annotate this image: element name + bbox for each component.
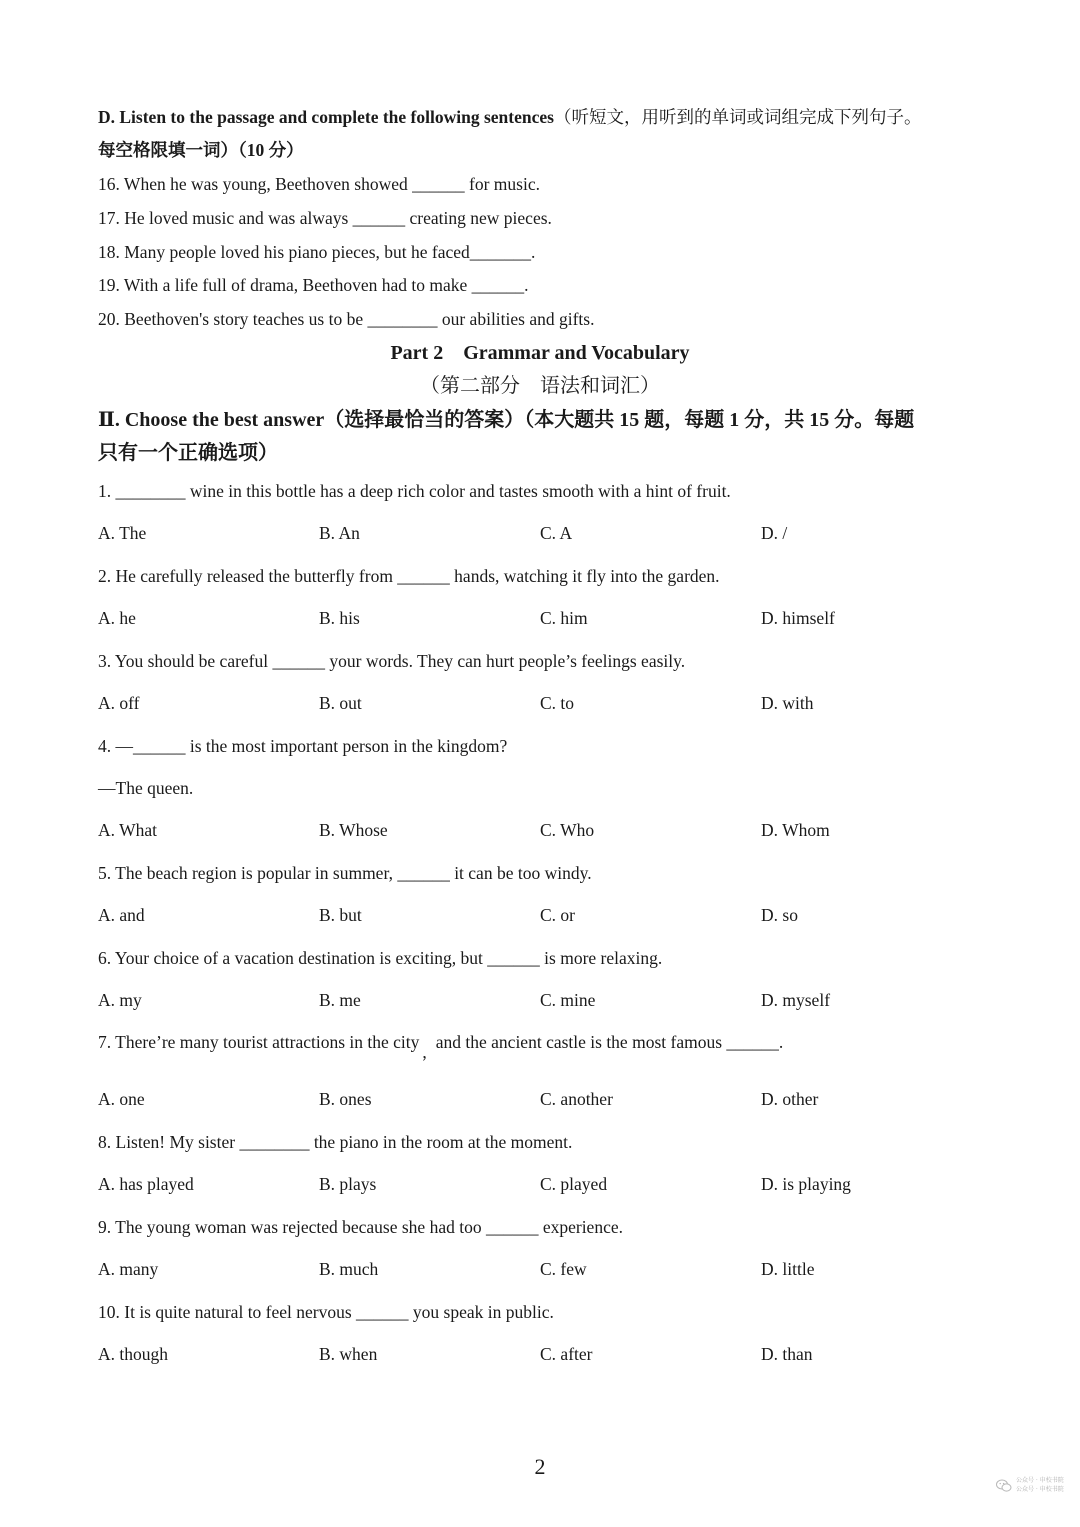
question-6-option-c[interactable]: C. mine	[540, 990, 596, 1010]
question-4-stem: 4. —______ is the most important person in the kingdom?	[98, 736, 508, 756]
wechat-icon	[996, 1479, 1012, 1493]
question-3-option-d[interactable]: D. with	[761, 693, 814, 713]
question-3-option-c[interactable]: C. to	[540, 693, 575, 713]
question-6-stem: 6. Your choice of a vacation destination is exciting, but ______ is more relaxing.	[98, 948, 663, 968]
question-5-options	[98, 903, 982, 927]
question-7-option-a[interactable]: A. one	[98, 1089, 145, 1109]
question-9-stem: 9. The young woman was rejected because she had too ______ experience.	[98, 1217, 623, 1237]
question-2-option-c[interactable]: C. him	[540, 608, 588, 628]
listening-item-20: 20. Beethoven's story teaches us to be ________ our abilities and gifts.	[98, 309, 595, 329]
part2-subtitle: （第二部分 语法和词汇）	[420, 375, 660, 397]
question-3-stem: 3. You should be careful ______ your words. They can hurt people’s feelings easily.	[98, 651, 686, 671]
question-1-option-d[interactable]: D. /	[761, 523, 788, 543]
question-9-option-b[interactable]: B. much	[319, 1259, 379, 1279]
question-10-option-c[interactable]: C. after	[540, 1344, 593, 1364]
question-9-option-d[interactable]: D. little	[761, 1259, 815, 1279]
listening-item-18: 18. Many people loved his piano pieces, but he faced_______.	[98, 242, 536, 262]
question-5-option-c[interactable]: C. or	[540, 905, 575, 925]
section-ii-heading-line1: Ⅱ. Choose the best answer（选择最恰当的答案）（本大题共 15 题，每题 1 分，共 15 分。每题	[98, 409, 915, 431]
question-6-option-a[interactable]: A. my	[98, 990, 142, 1010]
question-7-stem-part1: 7. There’re many tourist attractions in the city	[98, 1032, 420, 1052]
watermark	[996, 1475, 1072, 1499]
question-4-option-a[interactable]: A. What	[98, 820, 157, 840]
question-5-option-a[interactable]: A. and	[98, 905, 145, 925]
listening-item-16: 16. When he was young, Beethoven showed ______ for music.	[98, 174, 540, 194]
question-1-stem: 1. ________ wine in this bottle has a deep rich color and tastes smooth with a hint of fruit.	[98, 481, 731, 501]
question-6-options	[98, 988, 982, 1012]
question-7-option-c[interactable]: C. another	[540, 1089, 613, 1109]
section-d-heading-cn2: 每空格限填一词）（10 分）	[98, 140, 304, 160]
question-4-option-d[interactable]: D. Whom	[761, 820, 830, 840]
question-7-option-b[interactable]: B. ones	[319, 1089, 372, 1109]
question-2-option-a[interactable]: A. he	[98, 608, 136, 628]
section-ii-heading-line2: 只有一个正确选项）	[98, 442, 278, 464]
question-9-option-a[interactable]: A. many	[98, 1259, 159, 1279]
page-number: 2	[534, 1454, 546, 1479]
question-10-option-d[interactable]: D. than	[761, 1344, 813, 1364]
question-7-options	[98, 1087, 982, 1111]
question-5-stem: 5. The beach region is popular in summer, ______ it can be too windy.	[98, 863, 592, 883]
question-4-answer-line: —The queen.	[98, 778, 194, 798]
question-5-option-d[interactable]: D. so	[761, 905, 798, 925]
question-6-option-d[interactable]: D. myself	[761, 990, 831, 1010]
question-7-option-d[interactable]: D. other	[761, 1089, 819, 1109]
watermark-line2: 公众号 · 申校书院	[1016, 1486, 1064, 1493]
question-5-option-b[interactable]: B. but	[319, 905, 362, 925]
question-3-options	[98, 691, 982, 715]
question-7-stem	[98, 1030, 784, 1062]
question-10-stem: 10. It is quite natural to feel nervous ______ you speak in public.	[98, 1302, 554, 1322]
question-1-option-b[interactable]: B. An	[319, 523, 360, 543]
question-2-option-d[interactable]: D. himself	[761, 608, 835, 628]
question-1-options	[98, 521, 982, 545]
question-8-stem: 8. Listen! My sister ________ the piano in the room at the moment.	[98, 1132, 573, 1152]
question-8-option-a[interactable]: A. has played	[98, 1174, 194, 1194]
question-8-option-d[interactable]: D. is playing	[761, 1174, 851, 1194]
section-d-heading-cn: （听短文，用听到的单词或词组完成下列句子。	[553, 107, 922, 127]
question-7-stem-part2: and the ancient castle is the most famous ______.	[435, 1032, 784, 1052]
question-10-option-b[interactable]: B. when	[319, 1344, 378, 1364]
question-10-options	[98, 1342, 982, 1366]
question-2-stem: 2. He carefully released the butterfly from ______ hands, watching it fly into the garden.	[98, 566, 720, 586]
question-4-option-b[interactable]: B. Whose	[319, 820, 388, 840]
question-3-option-b[interactable]: B. out	[319, 693, 362, 713]
question-4-options	[98, 818, 982, 842]
question-4-option-c[interactable]: C. Who	[540, 820, 595, 840]
question-1-option-a[interactable]: A. The	[98, 523, 147, 543]
part2-title: Part 2 Grammar and Vocabulary	[390, 342, 690, 364]
question-2-options	[98, 606, 982, 630]
watermark-line1: 公众号 · 申校书院	[1016, 1477, 1064, 1484]
listening-item-17: 17. He loved music and was always ______ creating new pieces.	[98, 208, 552, 228]
question-2-option-b[interactable]: B. his	[319, 608, 360, 628]
section-d-heading-en: D. Listen to the passage and complete the following sentences	[98, 107, 554, 127]
question-8-option-c[interactable]: C. played	[540, 1174, 608, 1194]
question-9-option-c[interactable]: C. few	[540, 1259, 587, 1279]
question-9-options	[98, 1257, 982, 1281]
section-d-heading	[98, 105, 921, 129]
question-1-option-c[interactable]: C. A	[540, 523, 573, 543]
question-6-option-b[interactable]: B. me	[319, 990, 361, 1010]
question-8-options	[98, 1172, 982, 1196]
question-10-option-a[interactable]: A. though	[98, 1344, 168, 1364]
listening-item-19: 19. With a life full of drama, Beethoven had to make ______.	[98, 275, 529, 295]
question-3-option-a[interactable]: A. off	[98, 693, 140, 713]
question-8-option-b[interactable]: B. plays	[319, 1174, 377, 1194]
question-7-stem-comma: ,	[422, 1042, 427, 1062]
